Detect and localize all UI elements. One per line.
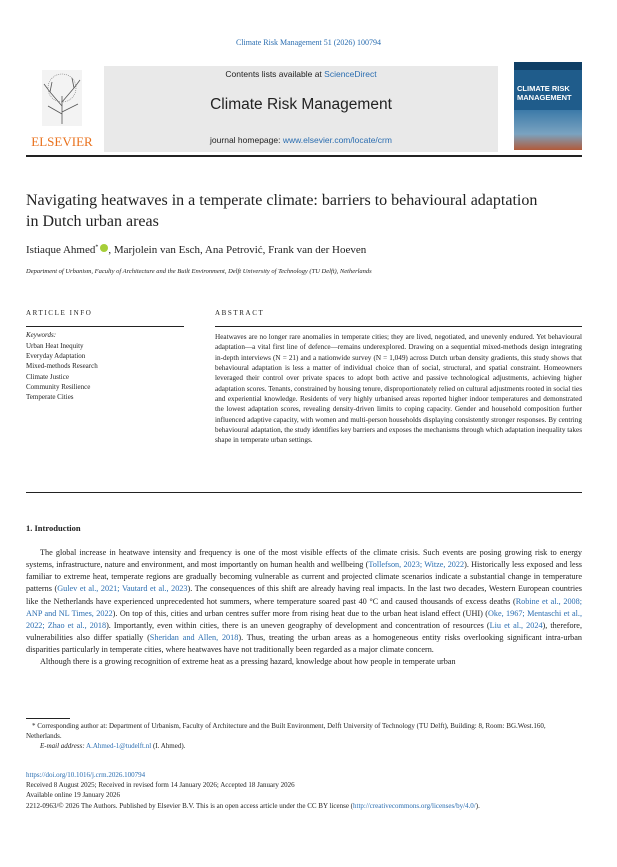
- abstract-rule: [215, 326, 582, 327]
- keyword: Urban Heat Inequity: [26, 342, 84, 350]
- abstract-heading: ABSTRACT: [215, 309, 265, 317]
- email-label: E-mail address:: [40, 742, 85, 750]
- citation-link[interactable]: Oke, 1967; Mentaschi et al., 2022; Zhao et al., 2018: [26, 608, 582, 630]
- paragraph-text: ). On top of this, cities and urban centres suffer more from rising heat due to the urban heat island effect (UHI) (: [112, 608, 488, 618]
- paragraph-text: ). Importantly, even within cities, there is an uneven geography of development and concentration of resources (: [106, 620, 490, 630]
- cover-image: [514, 110, 582, 150]
- doi-link[interactable]: https://doi.org/10.1016/j.crm.2026.100794: [26, 771, 146, 779]
- email-link[interactable]: A.Ahmed-1@tudelft.nl: [86, 742, 152, 750]
- keyword: Community Resilience: [26, 382, 91, 391]
- abstract-text: Heatwaves are no longer rare anomalies in temperate cities; they are lived, negotiated, and unevenly endured. Yet behavioural adaptation—a vital first line of defence—remains underexplored. Drawing on a sequential mixed-methods design integrating in-depth interviews (N = 21) and a nationwide survey (N = 1,049) across Dutch urban density gradients, this study shows that behavioural adaptation is less a matter of individual choice than of social, structural, and spatial constraint. Homeowners leveraged their control over private spaces to adopt both active and passive technological adjustments, achieving higher adaptation scores. Tenants, constrained by housing tenure, disproportionately relied on cultural adjustments rooted in social ties and experiential knowledge. Residents of very highly urbanised areas reported higher indoor temperatures and demonstrated the lowest adaptation scores, revealing density-driven limits to coping capacity. Gender and household composition further influenced adaptive capacity, with women and multi-person households displaying consistently stronger responses. By centring behavioural adaptation, the study identifies key barriers and exposes the mechanisms through which adaptation inequality takes shape in temperate urban settings.: [215, 333, 582, 445]
- cover-title: CLIMATE RISK MANAGEMENT: [517, 84, 572, 102]
- citation-link[interactable]: Sheridan and Allen, 2018: [149, 633, 239, 643]
- citation-link[interactable]: Tollefson, 2023; Witze, 2022: [368, 560, 465, 570]
- affiliation: Department of Urbanism, Faculty of Architecture and the Built Environment, Delft University of Technology (TU Delft), Netherlands: [26, 268, 372, 275]
- elsevier-logo: [26, 66, 98, 150]
- footnote-rule: [26, 718, 70, 719]
- keyword: Mixed-methods Research: [26, 362, 98, 371]
- author-list: Istiaque Ahmed* , Marjolein van Esch, Ana Petrović, Frank van der Hoeven: [26, 244, 367, 256]
- keywords-list: [26, 341, 98, 402]
- keyword: Climate Justice: [26, 372, 69, 381]
- journal-reference[interactable]: Climate Risk Management 51 (2026) 100794: [235, 38, 382, 47]
- elsevier-wordmark: ELSEVIER: [31, 134, 93, 149]
- author-name[interactable]: Marjolein van Esch: [113, 244, 201, 256]
- paragraph-text: ). Historically less exposed and less familiar to extreme heat, temperate regions are gradually becoming vulnerable as current and projected climate scenarios indicate a substantial change in temperature patterns (: [26, 560, 582, 594]
- author-name[interactable]: Istiaque Ahmed: [26, 244, 96, 256]
- article-title: Navigating heatwaves in a temperate climate: barriers to behavioural adaptation in Dutch urban areas: [26, 192, 538, 230]
- author-name[interactable]: Frank van der Hoeven: [268, 244, 367, 256]
- contents-line: Contents lists available at ScienceDirect: [225, 69, 377, 79]
- citation-link[interactable]: Robine et al., 2008; ANP and NL Times, 2022: [26, 596, 583, 618]
- paragraph-text: ). Thus, treating the urban areas as a homogeneous entity risks overlooking significant intra-urban disparities particularly in temperate cities, where heatwaves have not traditionally been regarded as a major climate concern.: [26, 633, 583, 655]
- corresponding-mark[interactable]: *: [95, 244, 99, 251]
- footnote: * Corresponding author at: Department of Urbanism, Faculty of Architecture and the Built Environment, Delft University of Technology (TU Delft), Building: 8, Room: BG.West.160, Netherlands. E-mail address: A.Ahmed-1@tudelft.nl (I. Ahmed).: [26, 721, 582, 751]
- citation-link[interactable]: Gulev et al., 2021; Vautard et al., 2023: [57, 584, 188, 594]
- article-info-rule: [26, 326, 184, 327]
- article-info-heading: ARTICLE INFO: [26, 309, 93, 317]
- license-line: 2212-0963/© 2026 The Authors. Published by Elsevier B.V. This is an open access article under the CC BY license (http://creativecommons.org/licenses/by/4.0/).: [26, 802, 480, 810]
- corresponding-note: * Corresponding author at: Department of Urbanism, Faculty of Architecture and the Built Environment, Delft University of Technology (TU Delft), Building: 8, Room: BG.West.160, Netherlands.: [26, 722, 546, 740]
- paragraph: Although there is a growing recognition of extreme heat as a pressing hazard, knowledge about how people in temperate urban: [40, 657, 456, 667]
- header-rule: [26, 155, 582, 157]
- keywords-label: Keywords:: [26, 331, 57, 339]
- citation-link[interactable]: Liu et al., 2024: [489, 620, 543, 630]
- journal-cover[interactable]: [514, 62, 582, 150]
- paragraph-text: The global increase in heatwave intensity and frequency is one of the most visible effects of the climate crisis. Such events are posing growing risk to energy systems, infrastructure, nature and environment, and most importantly on human health and wellbeing (: [26, 548, 582, 570]
- author-name[interactable]: Ana Petrović: [204, 244, 263, 256]
- orcid-icon[interactable]: [100, 244, 108, 252]
- available-online: Available online 19 January 2026: [26, 791, 120, 799]
- paragraph-text: ). The consequences of this shift are already having real impacts. In the last two decades, Western European countries like the Netherlands have experienced unprecedented hot summers, where temperature soared past 40 °C and caused thousands of excess deaths (: [26, 584, 582, 606]
- received-dates: Received 8 August 2025; Received in revised form 14 January 2026; Accepted 18 January 2026: [26, 781, 295, 789]
- journal-header: [104, 66, 498, 152]
- keyword: Temperate Cities: [26, 393, 74, 402]
- section-heading: 1. Introduction: [26, 523, 81, 533]
- homepage-line: journal homepage: www.elsevier.com/locate/crm: [210, 135, 392, 145]
- cover-strip: [514, 62, 582, 70]
- homepage-link[interactable]: www.elsevier.com/locate/crm: [282, 135, 392, 145]
- abstract-bottom-rule: [26, 492, 582, 493]
- introduction-body: [26, 547, 582, 669]
- sciencedirect-link[interactable]: ScienceDirect: [324, 69, 377, 79]
- paragraph: [26, 547, 582, 656]
- license-link[interactable]: http://creativecommons.org/licenses/by/4.0/: [353, 802, 476, 810]
- keyword: Everyday Adaptation: [26, 352, 86, 361]
- journal-title: Climate Risk Management: [210, 96, 392, 113]
- paragraph-text: ), therefore, vulnerabilities also differ spatially (: [26, 620, 582, 643]
